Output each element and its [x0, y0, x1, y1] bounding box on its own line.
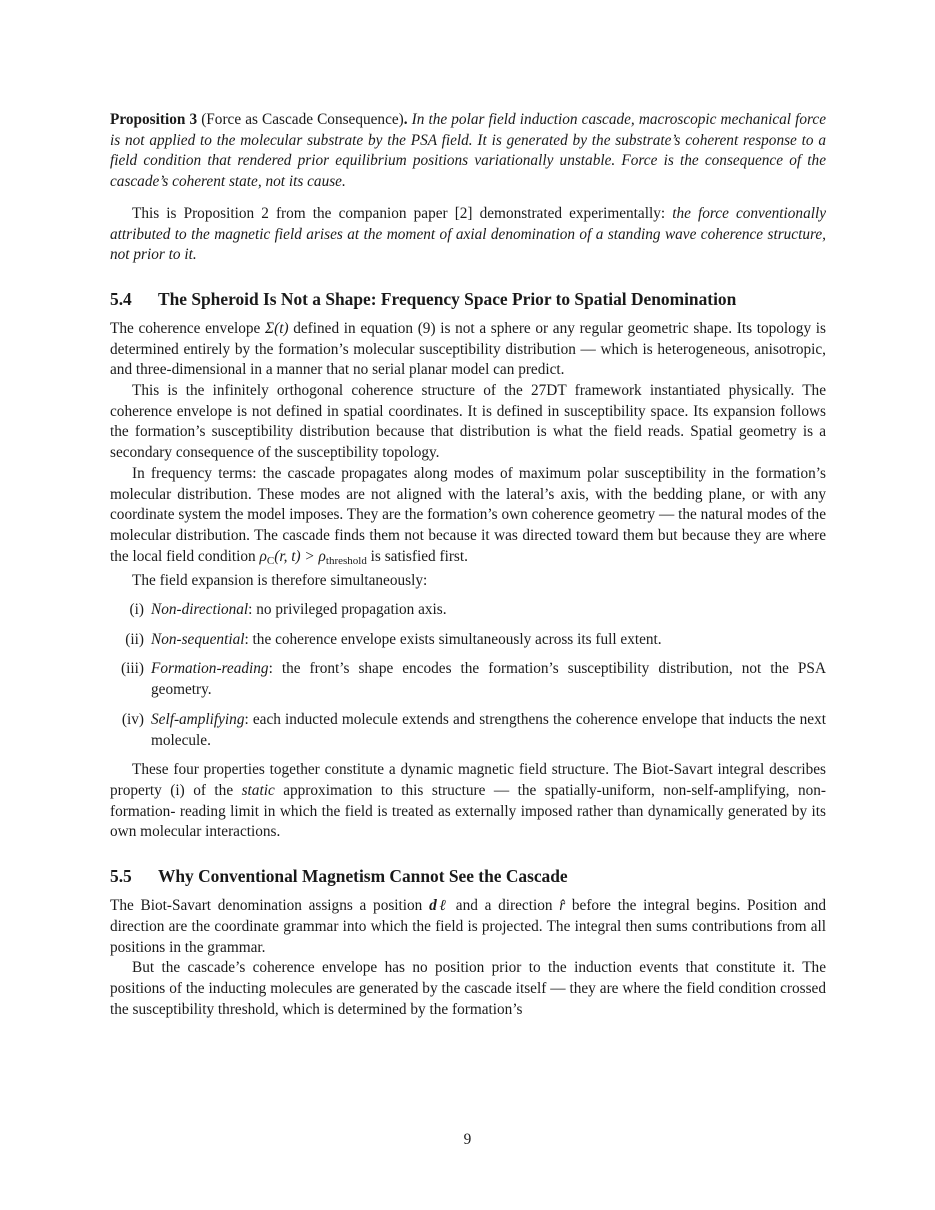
list-label: (iv)	[121, 710, 144, 728]
text-run: In frequency terms: the cascade propagates along modes of maximum polar susceptibility in the formation’s molecular distribution. These modes are not aligned with the lateral’s axis, with the bedding plane, or with any coordinate system the model imposes. They are the formation’s own coherence geometry — the natural modes of the molecular distribution. The cascade finds them not because it was directed toward them but because they are where the local field condition	[110, 464, 826, 565]
text-run-italic: static	[241, 781, 275, 799]
math-symbol: ρ	[259, 547, 267, 565]
list-label: (iii)	[121, 660, 144, 678]
paragraph	[110, 760, 826, 843]
section-heading-5-5	[110, 865, 826, 887]
math-subscript: threshold	[325, 554, 367, 567]
proposition-3	[110, 110, 826, 193]
section-number: 5.5	[110, 866, 132, 887]
math-rho-c	[260, 548, 367, 565]
list-label: (i)	[129, 601, 144, 619]
text-run: and a direction	[449, 897, 560, 915]
list-text: : the coherence envelope exists simultaneously across its full extent.	[244, 630, 662, 648]
text-run: before the integral begins. Position and direction are the coordinate grammar into which the field is projected. The integral then sums contributions from all positions in the grammar.	[110, 897, 827, 956]
section-number: 5.4	[110, 288, 132, 309]
list-text: : each inducted molecule extends and strengthens the coherence envelope that inducts the next molecule.	[151, 710, 826, 749]
section-title: Why Conventional Magnetism Cannot See the Cascade	[158, 866, 568, 887]
text-run: These four properties together constitute a dynamic magnetic field structure. The Biot-Savart integral describes property (i) of the	[110, 761, 826, 799]
paragraph-after-proposition	[110, 204, 826, 266]
section-title: The Spheroid Is Not a Shape: Frequency Space Prior to Spatial Denomination	[158, 288, 737, 309]
list-item	[110, 630, 826, 651]
text-run: is satisfied first.	[366, 547, 468, 565]
paragraph	[110, 319, 826, 381]
section-heading-5-4	[110, 288, 826, 310]
list-term: Non-directional	[151, 601, 249, 619]
math-sigma: Σ(t)	[265, 319, 289, 337]
property-list	[110, 600, 826, 751]
list-text: : the front’s shape encodes the formation’s susceptibility distribution, not the PSA geometry.	[151, 660, 826, 699]
text-run: approximation to this structure — the spatially-uniform, non-self-amplifying, non-formation- reading limit in which the field is treated as externally imposed rather than dynamically generated by its own molecular interactions.	[110, 781, 826, 841]
text-run: defined in equation (9) is not a sphere or any regular geometric shape. Its topology is determined entirely by the formation’s molecular susceptibility distribution — which is heterogeneous, anisotropic, and three-dimensional in a manner that no serial planar model can predict.	[110, 319, 826, 379]
paragraph	[110, 896, 826, 958]
paper-page	[110, 110, 826, 1020]
list-term: Formation-reading	[151, 660, 269, 678]
list-item	[110, 659, 826, 700]
paragraph: The field expansion is therefore simultaneously:	[132, 572, 428, 590]
list-term: Non-sequential	[151, 630, 245, 648]
list-item	[110, 600, 826, 621]
list-text: : no privileged propagation axis.	[248, 601, 447, 619]
paragraph-lead: This is Proposition 2 from the companion paper [2] demonstrated experimentally:	[132, 204, 673, 222]
list-term: Self-amplifying	[151, 710, 245, 728]
proposition-label: Proposition 3	[110, 111, 198, 128]
math-args: (r, t) > ρ	[274, 547, 326, 565]
math-dl: dℓ	[429, 897, 450, 915]
text-run: The Biot-Savart denomination assigns a position	[110, 897, 430, 915]
list-label: (ii)	[125, 630, 144, 648]
paragraph	[110, 464, 826, 572]
page-number: 9	[463, 1131, 472, 1148]
text-run: The coherence envelope	[110, 319, 266, 337]
proposition-period: .	[403, 111, 408, 128]
proposition-title: (Force as Cascade Consequence)	[201, 111, 404, 128]
math-subscript: C	[266, 554, 275, 567]
paragraph: But the cascade’s coherence envelope has no position prior to the induction events that constitute it. The positions of the inducting molecules are generated by the cascade itself — they are where the field condition crossed the susceptibility threshold, which is determined by the formation’s	[110, 959, 826, 1018]
proposition-body: In the polar field induction cascade, macroscopic mechanical force is not applied to the molecular substrate by the PSA field. It is generated by the substrate’s coherent response to a field condition that rendered prior equilibrium positions variationally unstable. Force is the consequence of the cascade’s coherent state, not its cause.	[110, 111, 826, 191]
paragraph-italic: the force conventionally attributed to the magnetic field arises at the moment of axial denomination of a standing wave coherence structure, not prior to it.	[110, 204, 827, 264]
list-item	[110, 710, 826, 751]
math-rhat: r̂	[559, 897, 566, 915]
paragraph: This is the infinitely orthogonal coherence structure of the 27DT framework instantiated physically. The coherence envelope is not defined in spatial coordinates. It is defined in susceptibility space. Its expansion follows the formation’s susceptibility distribution because that distribution is what the field reads. Spatial geometry is a secondary consequence of the susceptibility topology.	[110, 382, 826, 462]
